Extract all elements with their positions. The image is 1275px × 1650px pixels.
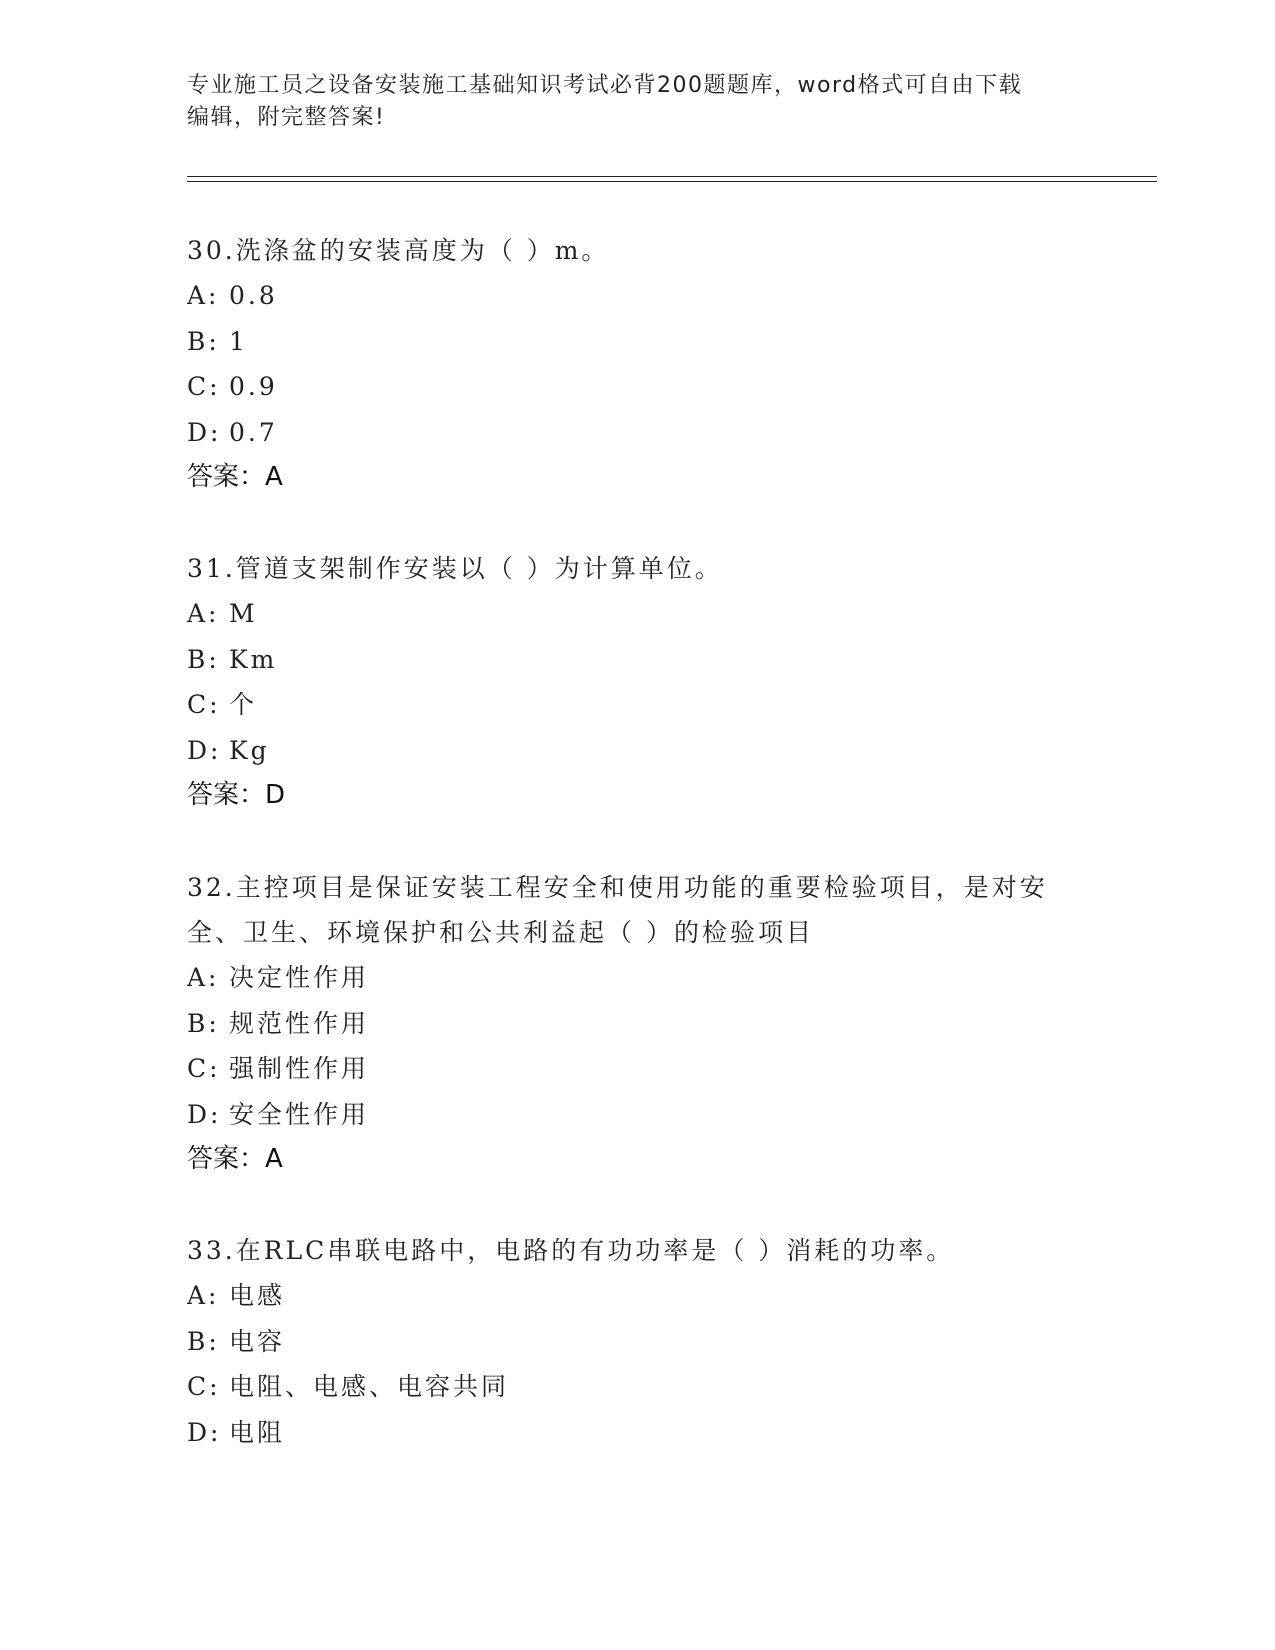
question-text: 33.在RLC串联电路中，电路的有功功率是（ ）消耗的功率。 [187, 1236, 955, 1265]
option-label: A: [187, 963, 220, 992]
header-divider-bottom [187, 181, 1157, 182]
option-d [187, 1092, 1087, 1138]
option-label: A: [187, 1281, 220, 1310]
option-text: 电容 [229, 1326, 286, 1356]
answer: 答案：D [187, 780, 286, 810]
option-text: M [229, 599, 258, 628]
option-text: 安全性作用 [229, 1099, 370, 1129]
option-c [187, 682, 1087, 728]
option-c [187, 1046, 1087, 1092]
option-text: 个 [229, 690, 258, 719]
option-label: D: [187, 735, 222, 765]
answer: 答案：A [187, 1144, 283, 1174]
option-a [187, 1273, 1087, 1319]
option-label: C: [187, 690, 221, 719]
question-33 [187, 1228, 1087, 1455]
option-c [187, 1364, 1087, 1410]
option-a [187, 273, 1087, 319]
question-30 [187, 228, 1087, 500]
option-b [187, 319, 1087, 365]
answer: 答案：A [187, 462, 283, 492]
option-d [187, 410, 1087, 456]
option-b [187, 1319, 1087, 1365]
option-label: B: [187, 644, 220, 674]
option-label: C: [187, 1054, 221, 1083]
option-text: 强制性作用 [229, 1054, 370, 1083]
option-label: B: [187, 1326, 220, 1356]
option-a [187, 955, 1087, 1001]
option-text: 0.7 [229, 417, 278, 447]
option-text: 决定性作用 [229, 963, 370, 992]
option-label: A: [187, 599, 220, 628]
option-label: D: [187, 417, 222, 447]
option-text: 规范性作用 [229, 1008, 370, 1038]
option-label: D: [187, 1417, 222, 1447]
header-line-1: 专业施工员之设备安装施工基础知识考试必背200题题库，word格式可自由下载 [187, 73, 1023, 98]
option-text: 电阻、电感、电容共同 [229, 1372, 510, 1401]
option-d [187, 728, 1087, 774]
option-label: B: [187, 326, 220, 356]
option-text: 电感 [229, 1281, 286, 1310]
question-text: 30.洗涤盆的安装高度为（ ）m。 [187, 236, 610, 265]
header-line-2: 编辑，附完整答案! [187, 105, 386, 130]
option-text: Kg [229, 735, 270, 765]
header-divider-top [187, 176, 1157, 177]
option-label: C: [187, 372, 221, 401]
option-b [187, 1001, 1087, 1047]
question-32 [187, 865, 1087, 1182]
question-text: 31.管道支架制作安装以（ ）为计算单位。 [187, 554, 723, 583]
question-31 [187, 546, 1087, 818]
question-text-line-2: 全、卫生、环境保护和公共利益起（ ）的检验项目 [187, 918, 814, 947]
option-text: 电阻 [229, 1417, 286, 1447]
option-b [187, 637, 1087, 683]
option-label: A: [187, 281, 220, 310]
option-a [187, 591, 1087, 637]
document-header [187, 70, 1087, 134]
option-label: B: [187, 1008, 220, 1038]
option-text: 0.9 [229, 372, 278, 401]
option-label: D: [187, 1099, 222, 1129]
option-text: 0.8 [229, 281, 278, 310]
option-text: 1 [229, 326, 248, 356]
question-text-line-1: 32.主控项目是保证安装工程安全和使用功能的重要检验项目，是对安 [187, 873, 1048, 902]
option-c [187, 364, 1087, 410]
option-d [187, 1410, 1087, 1456]
option-label: C: [187, 1372, 221, 1401]
option-text: Km [229, 644, 278, 674]
